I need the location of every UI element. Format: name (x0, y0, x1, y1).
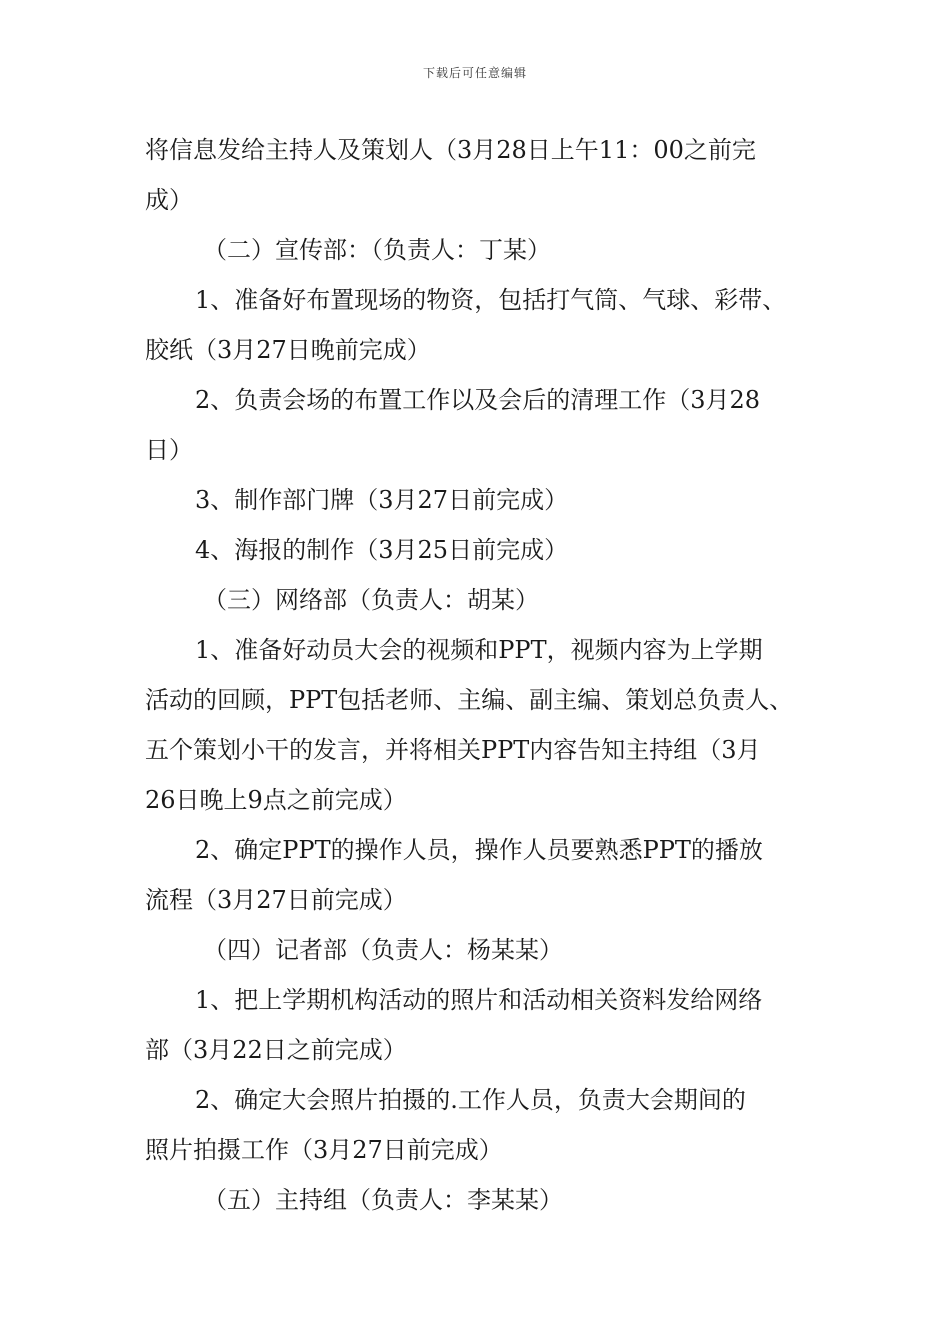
text-line: 2、负责会场的布置工作以及会后的清理工作（3月28 (195, 386, 761, 414)
text-line: 2、确定PPT的操作人员，操作人员要熟悉PPT的播放 (195, 836, 763, 864)
document-body (145, 125, 825, 1225)
text-line: 1、把上学期机构活动的照片和活动相关资料发给网络 (195, 986, 763, 1014)
page-header: 下载后可任意编辑 (422, 66, 527, 80)
text-line: 照片拍摄工作（3月27日前完成） (145, 1136, 503, 1164)
text-line: 部（3月22日之前完成） (145, 1036, 407, 1064)
text-line: 4、海报的制作（3月25日前完成） (195, 536, 569, 564)
section-heading: （三）网络部（负责人：胡某） (203, 586, 539, 614)
section-heading: （四）记者部（负责人：杨某某） (203, 936, 563, 964)
text-line: 日） (145, 436, 193, 464)
text-line: 26日晚上9点之前完成） (145, 786, 407, 814)
text-line: 将信息发给主持人及策划人（3月28日上午11：00之前完 (145, 136, 756, 164)
text-line: 胶纸（3月27日晚前完成） (145, 336, 431, 364)
section-heading: （二）宣传部：（负责人：丁某） (203, 236, 551, 264)
text-line: 五个策划小干的发言，并将相关PPT内容告知主持组（3月 (145, 736, 761, 764)
text-line: 3、制作部门牌（3月27日前完成） (195, 486, 569, 514)
section-heading: （五）主持组（负责人：李某某） (203, 1186, 563, 1214)
text-line: 成） (145, 186, 193, 214)
text-line: 1、准备好动员大会的视频和PPT，视频内容为上学期 (195, 636, 763, 664)
text-line: 活动的回顾，PPT包括老师、主编、副主编、策划总负责人、 (145, 686, 794, 714)
text-line: 流程（3月27日前完成） (145, 886, 407, 914)
text-line: 1、准备好布置现场的物资，包括打气筒、气球、彩带、 (195, 286, 787, 314)
text-line: 2、确定大会照片拍摄的.工作人员，负责大会期间的 (195, 1086, 746, 1114)
